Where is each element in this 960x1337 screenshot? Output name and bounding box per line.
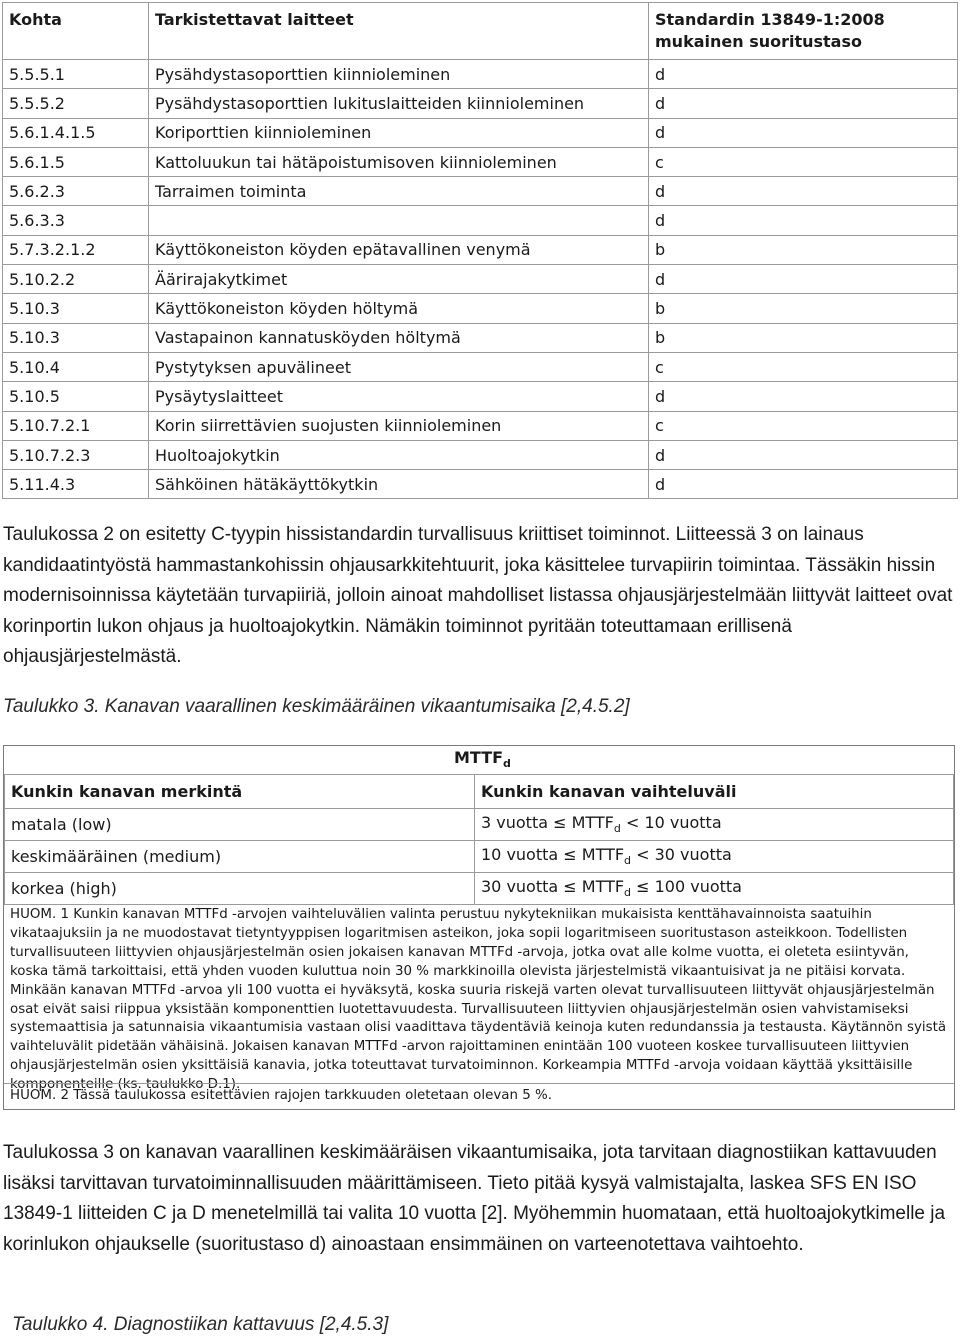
level-cell: d [649,470,958,499]
header-performance-level: Standardin 13849-1:2008 mukainen suoritustaso [649,3,958,60]
level-cell: d [649,206,958,235]
table-row [3,60,958,89]
table-row [3,177,958,206]
section-cell: 5.5.5.1 [3,60,149,89]
device-cell: Käyttökoneiston köyden höltymä [149,294,649,323]
section-cell: 5.10.4 [3,352,149,381]
header-channel-label: Kunkin kanavan merkintä [5,775,475,809]
section-cell: 5.6.1.4.1.5 [3,118,149,147]
table-row [5,841,954,873]
table-row [5,873,954,905]
table-row [3,265,958,294]
level-cell: d [649,382,958,411]
section-cell: 5.6.2.3 [3,177,149,206]
section-cell: 5.10.7.2.3 [3,440,149,469]
paragraph-2: Taulukossa 3 on kanavan vaarallinen keskimääräisen vikaantumisaika, jota tarvitaan diagnostiikan kattavuuden lisäksi tarvittavan turvatoiminnallisuuden määrittämiseen. Tieto pitää kysyä valmistajalta, laskea SFS EN ISO 13849-1 liitteiden C ja D menetelmillä tai valita 10 vuotta [2]. Myöhemmin huomataan, että huoltoajokytkimelle ja korinlukon ohjaukselle (suoritustaso d) ainoastaan ensimmäinen on varteenotettava vaihtoehto. [3,1142,946,1255]
table-row [3,206,958,235]
table-4-caption: Taulukko 4. Diagnostiikan kattavuus [2,4.5.3] [12,1314,389,1335]
section-cell: 5.10.3 [3,294,149,323]
section-cell: 5.10.7.2.1 [3,411,149,440]
device-cell: Huoltoajokytkin [149,440,649,469]
device-cell: Pysähdystasoporttien lukituslaitteiden kiinnioleminen [149,89,649,118]
channel-range-cell: 3 vuotta ≤ $MTTF_d < 10$ vuotta [475,809,954,841]
device-cell: Pysäytyslaitteet [149,382,649,411]
device-cell [149,206,649,235]
header-channel-range: Kunkin kanavan vaihteluväli [475,775,954,809]
section-cell: 5.11.4.3 [3,470,149,499]
section-cell: 5.10.2.2 [3,265,149,294]
device-cell: Pystytyksen apuvälineet [149,352,649,381]
level-cell: d [649,177,958,206]
level-cell: d [649,118,958,147]
mttfd-table [3,745,955,1110]
level-cell: b [649,294,958,323]
table-row [3,470,958,499]
table-row [3,323,958,352]
table-row [3,411,958,440]
section-cell: 5.6.1.5 [3,147,149,176]
table-row [3,118,958,147]
device-cell: Äärirajakytkimet [149,265,649,294]
level-cell: b [649,323,958,352]
table-row [3,235,958,264]
table-row [3,294,958,323]
device-cell: Koriporttien kiinnioleminen [149,118,649,147]
channel-label-cell: matala (low) [5,809,475,841]
channel-range-cell: 10 vuotta ≤ $MTTF_d < 30$ vuotta [475,841,954,873]
device-cell: Vastapainon kannatusköyden höltymä [149,323,649,352]
table-header-row [3,3,958,60]
paragraph-1: Taulukossa 2 on esitetty C-tyypin hissistandardin turvallisuus kriittiset toiminnot. Liitteessä 3 on lainaus kandidaatintyöstä hammastankohissin ohjausarkkitehtuurit, joka käsittelee turvapiirin toimintaa. Tässäkin hissin modernisoinnissa käytetään turvapiiriä, jolloin ainoat mahdolliset listassa ohjausjärjestelmään liittyvät laitteet ovat korinportin lukon ohjaus ja huoltoajokytkin. Nämäkin toiminnot pyritään toteuttamaan erillisenä ohjausjärjestelmästä. [3,524,953,667]
table-row [3,382,958,411]
section-cell: 5.10.3 [3,323,149,352]
level-cell: d [649,265,958,294]
table-row [3,352,958,381]
level-cell: d [649,60,958,89]
table-row [3,440,958,469]
note-1: HUOM. 1 Kunkin kanavan MTTFd -arvojen vaihteluvälien valinta perustuu nykytekniikan mukaisista kenttähavainnoista saatuihin vikataajuksiin ja ne muodostavat tietyntyyppisen logaritmisen asteikon, joka sopii logaritmiseen suoritustason asteikkoon. Todellisten turvallisuuteen liittyvien ohjausjärjestelmän osien jokaisen kanavan MTTFd -arvoja, jotka ovat alle kolme vuotta, ei oleteta esiintyvän, koska tämä tarkoittaisi, että yhden vuoden kuluttua noin 30 % markkinoilla olevista järjestelmistä vikaantuisivat ja ne pitäisi korvata. Minkään kanavan MTTFd -arvoa yli 100 vuotta ei hyväksytä, koska suuria riskejä varten olevat turvallisuuteen liittyvät ohjausjärjestelmän osat eivät saisi riippua yksistään komponenttien luotettavuudesta. Turvallisuuteen liittyvien ohjausjärjestelmän osien vahvistamiseksi systemaattisia ja satunnaisia vikaantumisia vastaan olisi vaadittava täydentäviä keinoja kuten redundanssia ja testausta. Käytännön syistä vaihteluvälit pidetään vähäisinä. Jokaisen kanavan MTTFd -arvon rajoittaminen enintään 100 vuoteen koskee turvallisuuteen liittyvien ohjausjärjestelmän osien yksittäisiä kanavia, jotka toteuttavat turvatoiminnon. Korkeampia MTTFd -arvoja voidaan käyttää yksittäisille komponenteille (ks. taulukko D.1). [10,907,947,1093]
table-row [3,147,958,176]
device-cell: Tarraimen toiminta [149,177,649,206]
level-cell: d [649,89,958,118]
section-cell: 5.6.3.3 [3,206,149,235]
channel-label-cell: keskimääräinen (medium) [5,841,475,873]
channel-range-cell: 30 vuotta ≤ $MTTF_d \le 100$ vuotta [475,873,954,905]
table-row [3,89,958,118]
section-cell: 5.5.5.2 [3,89,149,118]
table-header-row [5,775,954,809]
channel-label-cell: korkea (high) [5,873,475,905]
mttfd-heading: $MTTF_d$ [454,748,511,771]
safety-functions-table [2,2,958,499]
header-devices: Tarkistettavat laitteet [149,3,649,60]
device-cell: Pysähdystasoporttien kiinnioleminen [149,60,649,89]
note-2: HUOM. 2 Tässä taulukossa esitettävien rajojen tarkkuuden oletetaan olevan 5 %. [4,1083,954,1107]
section-cell: 5.7.3.2.1.2 [3,235,149,264]
device-cell: Korin siirrettävien suojusten kiinnioleminen [149,411,649,440]
table-3-caption: Taulukko 3. Kanavan vaarallinen keskimääräinen vikaantumisaika [2,4.5.2] [3,696,630,717]
header-kohta: Kohta [3,3,149,60]
level-cell: b [649,235,958,264]
device-cell: Sähköinen hätäkäyttökytkin [149,470,649,499]
level-cell: c [649,352,958,381]
section-cell: 5.10.5 [3,382,149,411]
level-cell: d [649,440,958,469]
level-cell: c [649,147,958,176]
table-row [5,809,954,841]
device-cell: Kattoluukun tai hätäpoistumisoven kiinnioleminen [149,147,649,176]
device-cell: Käyttökoneiston köyden epätavallinen venymä [149,235,649,264]
level-cell: c [649,411,958,440]
